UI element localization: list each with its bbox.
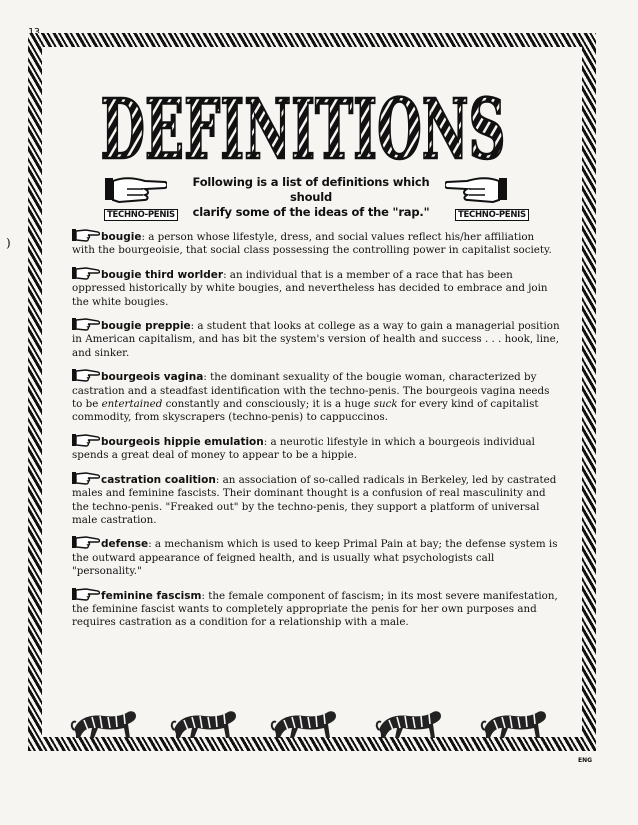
definition-text: : the dominant sexuality of the bougie woman, characterized by castration and a steadfast identification with the techno-penis. The bourgeois vagina needs to be <box>72 371 550 411</box>
pointing-hand-icon <box>72 471 100 485</box>
term: bougie third worlder <box>101 268 224 281</box>
term: bougie <box>101 231 142 243</box>
emphasis-entertained: entertained <box>101 398 163 411</box>
definitions-title <box>98 78 508 170</box>
subtitle <box>170 175 452 220</box>
definition-text: constantly and consciously; it is a huge <box>162 398 374 411</box>
definition-text: : an association of so-called radicals in Berkeley, led by castrated males and feminine fascists. Their dominant thought is a confusion of real masculinity and the techno-penis. "Freaked out" by the techno-penis, they support a platform of universal male castration. <box>72 473 557 526</box>
definition-text: for every kind of capitalist commodity, from skyscrapers (techno-penis) to cappuccinos. <box>72 398 539 424</box>
artist-signature: ENG <box>578 757 593 764</box>
hand-label-left: TECHNO-PENIS <box>104 209 178 221</box>
tiger-frieze <box>60 698 580 742</box>
definition-text: : the female component of fascism; in its most severe manifestation, the feminine fascist wants to completely appropriate the penis for her own purposes and requires castration as a condition for a relationship with a male. <box>72 589 558 629</box>
pointing-hand-icon <box>72 433 100 447</box>
tiger-icon <box>72 711 136 738</box>
tiger-icon <box>482 711 546 738</box>
pointing-hand-icon <box>72 368 100 382</box>
definition-feminine-fascism <box>72 587 560 630</box>
definition-bougie-third-worlder <box>72 266 560 309</box>
pointing-hand-icon <box>72 587 100 601</box>
tiger-icon <box>272 711 336 738</box>
margin-mark: ) <box>6 236 11 250</box>
term: bourgeois vagina <box>101 371 204 384</box>
pointing-hand-left-icon <box>445 172 507 208</box>
definition-bougie <box>72 228 560 258</box>
definition-castration-coalition <box>72 471 560 528</box>
emphasis-suck: suck <box>373 398 398 411</box>
title-text: DEFINITIONS <box>100 82 506 170</box>
pointing-hand-icon <box>72 535 100 549</box>
definition-text: : a person whose lifestyle, dress, and social values reflect his/her affiliation with the bourgeoisie, that social class possessing the controlling power in capitalist society. <box>72 231 552 257</box>
definitions-list <box>72 228 560 638</box>
pointing-hand-icon <box>72 317 100 331</box>
pointing-hand-icon <box>72 266 100 280</box>
tiger-icon <box>172 711 236 738</box>
definition-bougie-preppie <box>72 317 560 360</box>
pointing-hand-right-icon <box>105 172 167 208</box>
definition-text: : an individual that is a member of a race that has been oppressed historically by white bougies, and nevertheless has decided to embrace and join the white bougies. <box>72 268 548 308</box>
term: feminine fascism <box>101 589 202 602</box>
definition-text: : a mechanism which is used to keep Primal Pain at bay; the defense system is the outward appearance of feigned health, and is usually what psychologists call "personality." <box>72 538 558 578</box>
definition-defense <box>72 535 560 578</box>
term: castration coalition <box>101 473 216 486</box>
subtitle-line-2: clarify some of the ideas of the "rap." <box>192 205 430 219</box>
term: bourgeois hippie emulation <box>101 435 264 448</box>
tiger-icon <box>377 711 441 738</box>
definition-bourgeois-hippie-emulation <box>72 433 560 463</box>
definition-text: : a neurotic lifestyle in which a bourgeois individual spends a great deal of money to appear to be a hippie. <box>72 435 535 462</box>
hand-label-right: TECHNO-PENIS <box>455 209 529 221</box>
term: defense <box>101 538 149 551</box>
page-number: 13 <box>28 27 41 38</box>
term: bougie preppie <box>101 320 191 333</box>
pointing-hand-icon <box>72 228 100 242</box>
definition-text: : a student that looks at college as a way to gain a managerial position in American capitalism, and has bit the system's version of health and success . . . hook, line, and sinker. <box>72 320 560 359</box>
subtitle-line-1: Following is a list of definitions which should <box>192 175 430 204</box>
definition-bourgeois-vagina <box>72 368 560 425</box>
